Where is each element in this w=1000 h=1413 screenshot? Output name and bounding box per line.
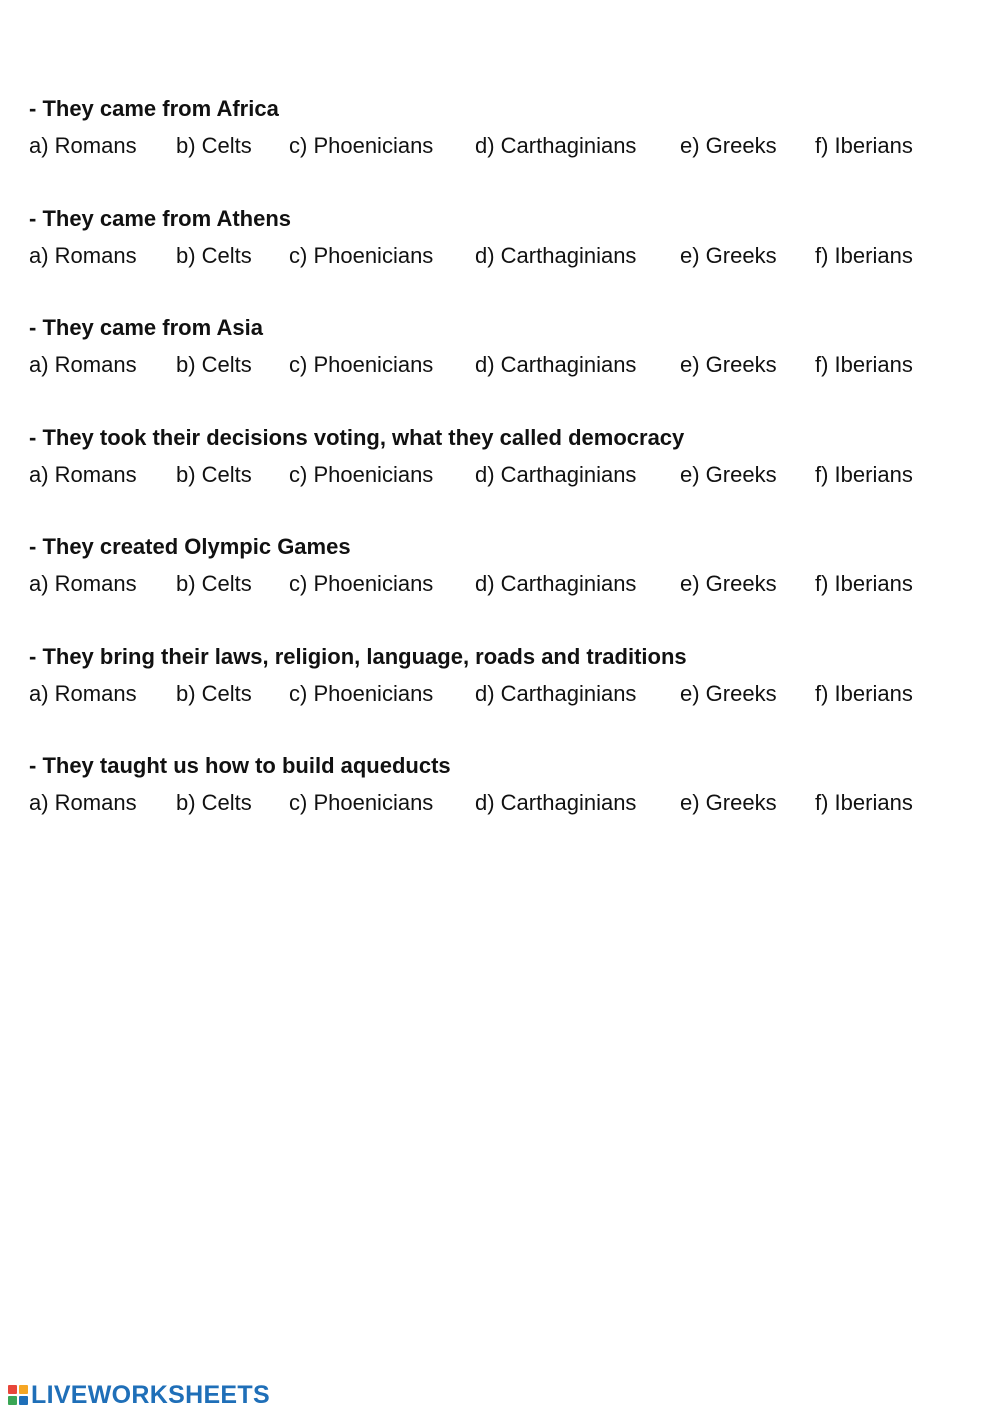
option-romans[interactable]: a) Romans bbox=[29, 242, 137, 268]
option-carthaginians[interactable]: d) Carthaginians bbox=[475, 461, 637, 487]
option-romans[interactable]: a) Romans bbox=[29, 790, 137, 815]
answer-options bbox=[29, 350, 969, 380]
option-romans[interactable]: a) Romans bbox=[29, 680, 137, 706]
option-iberians[interactable]: f) Iberians bbox=[815, 571, 913, 596]
option-greeks[interactable]: e) Greeks bbox=[680, 790, 777, 815]
option-celts[interactable]: b) Celts bbox=[176, 242, 252, 268]
option-iberians[interactable]: f) Iberians bbox=[815, 461, 913, 487]
option-iberians[interactable]: f) Iberians bbox=[815, 352, 913, 377]
option-iberians[interactable]: f) Iberians bbox=[815, 242, 913, 268]
option-greeks[interactable]: e) Greeks bbox=[680, 133, 777, 158]
question bbox=[29, 313, 969, 423]
option-iberians[interactable]: f) Iberians bbox=[815, 133, 913, 158]
question bbox=[29, 532, 969, 642]
option-celts[interactable]: b) Celts bbox=[176, 352, 252, 377]
option-carthaginians[interactable]: d) Carthaginians bbox=[475, 242, 637, 268]
question-prompt: - They came from Athens bbox=[29, 205, 292, 231]
option-carthaginians[interactable]: d) Carthaginians bbox=[475, 352, 637, 377]
answer-options bbox=[29, 241, 969, 271]
answer-options bbox=[29, 679, 969, 709]
liveworksheets-logo bbox=[8, 1380, 270, 1410]
answer-options bbox=[29, 131, 969, 161]
option-carthaginians[interactable]: d) Carthaginians bbox=[475, 571, 637, 596]
question bbox=[29, 204, 969, 314]
question-prompt: - They came from Africa bbox=[29, 96, 279, 121]
answer-options bbox=[29, 460, 969, 490]
option-celts[interactable]: b) Celts bbox=[176, 571, 252, 596]
question-prompt: - They took their decisions voting, what they called democracy bbox=[29, 424, 685, 450]
option-iberians[interactable]: f) Iberians bbox=[815, 790, 913, 815]
answer-options bbox=[29, 788, 969, 818]
question-prompt: - They came from Asia bbox=[29, 315, 263, 340]
logo-square-blue bbox=[19, 1396, 28, 1405]
answer-options bbox=[29, 569, 969, 599]
option-phoenicians[interactable]: c) Phoenicians bbox=[289, 680, 434, 706]
option-phoenicians[interactable]: c) Phoenicians bbox=[289, 571, 434, 596]
option-greeks[interactable]: e) Greeks bbox=[680, 571, 777, 596]
option-phoenicians[interactable]: c) Phoenicians bbox=[289, 352, 434, 377]
question bbox=[29, 642, 969, 752]
liveworksheets-logo-icon bbox=[8, 1385, 28, 1405]
logo-text: LIVEWORKSHEETS bbox=[31, 1380, 270, 1409]
option-romans[interactable]: a) Romans bbox=[29, 571, 137, 596]
option-carthaginians[interactable]: d) Carthaginians bbox=[475, 680, 637, 706]
option-celts[interactable]: b) Celts bbox=[176, 680, 252, 706]
logo-square-red bbox=[8, 1385, 17, 1394]
option-carthaginians[interactable]: d) Carthaginians bbox=[475, 790, 637, 815]
option-phoenicians[interactable]: c) Phoenicians bbox=[289, 461, 434, 487]
option-phoenicians[interactable]: c) Phoenicians bbox=[289, 242, 434, 268]
option-celts[interactable]: b) Celts bbox=[176, 461, 252, 487]
option-phoenicians[interactable]: c) Phoenicians bbox=[289, 790, 434, 815]
question bbox=[29, 94, 969, 204]
option-greeks[interactable]: e) Greeks bbox=[680, 242, 777, 268]
option-greeks[interactable]: e) Greeks bbox=[680, 352, 777, 377]
question-prompt: - They created Olympic Games bbox=[29, 534, 351, 559]
option-carthaginians[interactable]: d) Carthaginians bbox=[475, 133, 637, 158]
logo-square-green bbox=[8, 1396, 17, 1405]
question-prompt: - They bring their laws, religion, language, roads and traditions bbox=[29, 643, 687, 669]
logo-square-orange bbox=[19, 1385, 28, 1394]
question bbox=[29, 423, 969, 533]
option-phoenicians[interactable]: c) Phoenicians bbox=[289, 133, 434, 158]
option-celts[interactable]: b) Celts bbox=[176, 133, 252, 158]
question-prompt: - They taught us how to build aqueducts bbox=[29, 753, 451, 778]
option-romans[interactable]: a) Romans bbox=[29, 461, 137, 487]
question-list bbox=[29, 94, 969, 861]
option-romans[interactable]: a) Romans bbox=[29, 133, 137, 158]
option-greeks[interactable]: e) Greeks bbox=[680, 680, 777, 706]
option-greeks[interactable]: e) Greeks bbox=[680, 461, 777, 487]
option-romans[interactable]: a) Romans bbox=[29, 352, 137, 377]
option-celts[interactable]: b) Celts bbox=[176, 790, 252, 815]
option-iberians[interactable]: f) Iberians bbox=[815, 680, 913, 706]
question bbox=[29, 751, 969, 861]
